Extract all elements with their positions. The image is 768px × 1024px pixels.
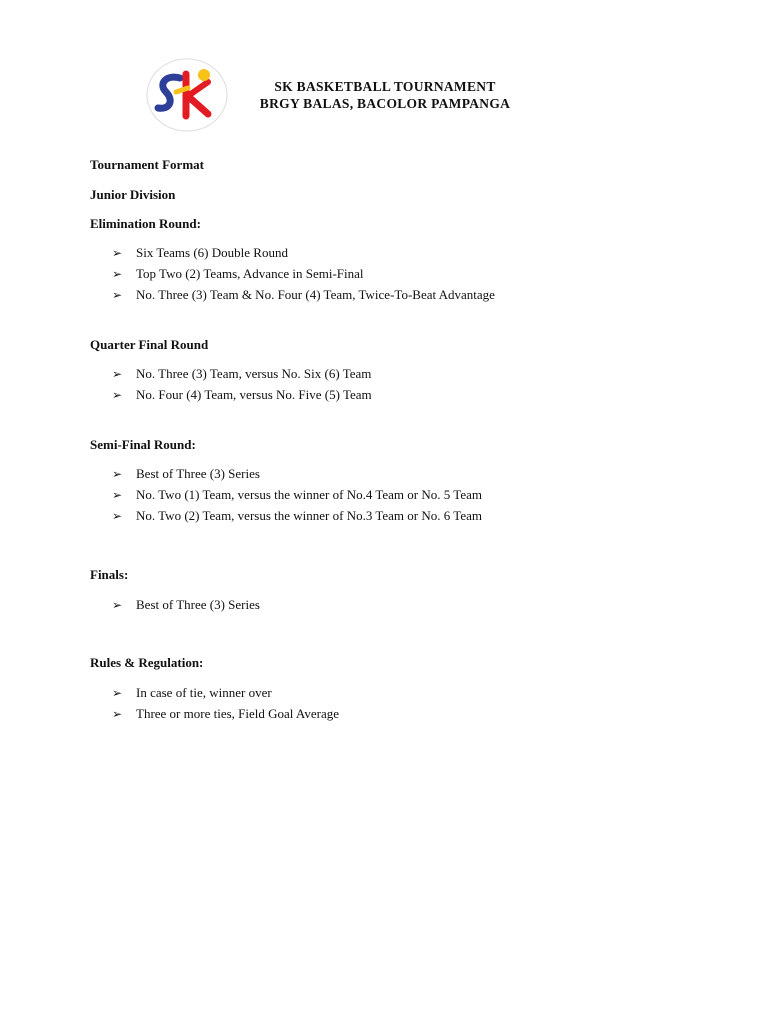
list-item: ➢ Six Teams (6) Double Round xyxy=(112,242,495,263)
tournament-format-heading: Tournament Format xyxy=(90,157,204,172)
list-item: ➢ In case of tie, winner over xyxy=(112,682,339,703)
title-line-1: SK BASKETBALL TOURNAMENT xyxy=(274,79,496,94)
list-item: ➢ No. Two (2) Team, versus the winner of No.3 Team or No. 6 Team xyxy=(112,505,482,526)
arrow-bullet-icon: ➢ xyxy=(112,707,123,721)
rules-heading: Rules & Regulation: xyxy=(90,655,204,670)
arrow-bullet-icon: ➢ xyxy=(112,388,123,402)
finals-heading: Finals: xyxy=(90,567,129,582)
semi-final-heading: Semi-Final Round: xyxy=(90,437,196,452)
rules-list xyxy=(112,682,339,724)
list-item: ➢ Best of Three (3) Series xyxy=(112,463,482,484)
finals-list xyxy=(112,594,260,615)
arrow-bullet-icon: ➢ xyxy=(112,598,123,612)
arrow-bullet-icon: ➢ xyxy=(112,367,123,381)
sk-logo xyxy=(146,58,228,132)
arrow-bullet-icon: ➢ xyxy=(112,288,123,302)
list-item: ➢ No. Four (4) Team, versus No. Five (5) Team xyxy=(112,384,372,405)
arrow-bullet-icon: ➢ xyxy=(112,488,123,502)
semi-final-list xyxy=(112,463,482,526)
arrow-bullet-icon: ➢ xyxy=(112,267,123,281)
elimination-round-heading: Elimination Round: xyxy=(90,216,201,231)
quarter-final-list xyxy=(112,363,372,405)
junior-division-heading: Junior Division xyxy=(90,187,176,202)
list-item: ➢ No. Three (3) Team & No. Four (4) Team, Twice-To-Beat Advantage xyxy=(112,284,495,305)
list-item: ➢ Three or more ties, Field Goal Average xyxy=(112,703,339,724)
arrow-bullet-icon: ➢ xyxy=(112,467,123,481)
elimination-list xyxy=(112,242,495,305)
list-item: ➢ Best of Three (3) Series xyxy=(112,594,260,615)
title-line-2: BRGY BALAS, BACOLOR PAMPANGA xyxy=(259,96,511,111)
arrow-bullet-icon: ➢ xyxy=(112,686,123,700)
list-item: ➢ No. Two (1) Team, versus the winner of No.4 Team or No. 5 Team xyxy=(112,484,482,505)
list-item: ➢ No. Three (3) Team, versus No. Six (6) Team xyxy=(112,363,372,384)
quarter-final-heading: Quarter Final Round xyxy=(90,337,209,352)
arrow-bullet-icon: ➢ xyxy=(112,246,123,260)
arrow-bullet-icon: ➢ xyxy=(112,509,123,523)
document-title xyxy=(240,78,530,112)
list-item: ➢ Top Two (2) Teams, Advance in Semi-Final xyxy=(112,263,495,284)
